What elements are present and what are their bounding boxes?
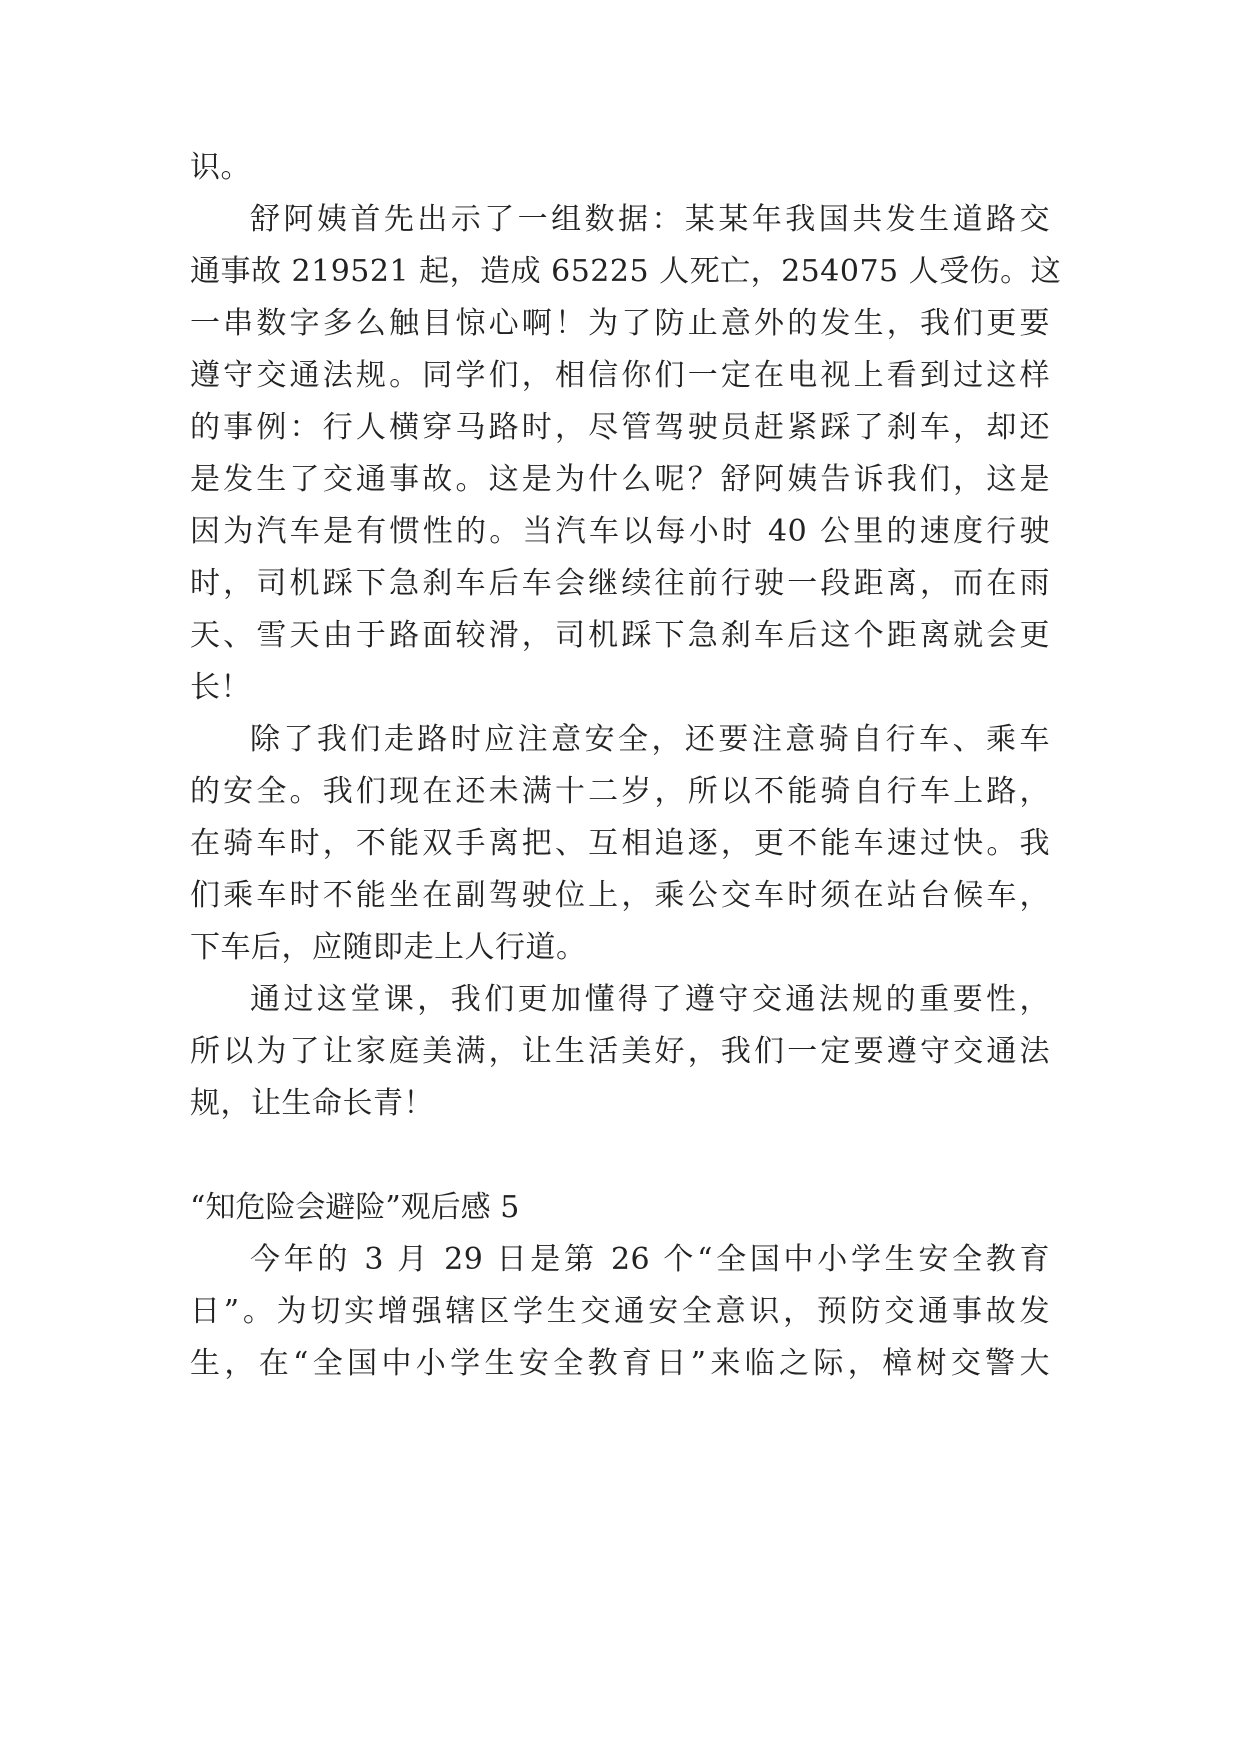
text-line: 们乘车时不能坐在副驾驶位上，乘公交车时须在站台候车， bbox=[190, 878, 1050, 913]
text-line: 通事故 219521 起，造成 65225 人死亡，254075 人受伤。这 bbox=[190, 254, 1062, 289]
text-line: 因为汽车是有惯性的。当汽车以每小时 40 公里的速度行驶 bbox=[190, 514, 1050, 549]
text-line: 的事例：行人横穿马路时，尽管驾驶员赶紧踩了刹车，却还 bbox=[190, 410, 1050, 445]
text-line: 时，司机踩下急刹车后车会继续往前行驶一段距离，而在雨 bbox=[190, 566, 1050, 601]
text-line: 遵守交通法规。同学们，相信你们一定在电视上看到过这样 bbox=[190, 358, 1050, 393]
text-line: 所以为了让家庭美满，让生活美好，我们一定要遵守交通法 bbox=[190, 1034, 1050, 1069]
text-line: 下车后，应随即走上人行道。 bbox=[190, 930, 587, 965]
text-line: 天、雪天由于路面较滑，司机踩下急刹车后这个距离就会更 bbox=[190, 618, 1050, 653]
paragraph-first-line: 通过这堂课，我们更加懂得了遵守交通法规的重要性， bbox=[250, 982, 1050, 1017]
text-line: 一串数字多么触目惊心啊！为了防止意外的发生，我们更要 bbox=[190, 306, 1050, 341]
paragraph-first-line: 今年的 3 月 29 日是第 26 个“全国中小学生安全教育 bbox=[250, 1242, 1050, 1277]
text-line: 日”。为切实增强辖区学生交通安全意识，预防交通事故发 bbox=[190, 1294, 1050, 1329]
text-line: 识。 bbox=[190, 150, 251, 185]
section-title: “知危险会避险”观后感 5 bbox=[190, 1190, 520, 1225]
paragraph-first-line: 除了我们走路时应注意安全，还要注意骑自行车、乘车 bbox=[250, 722, 1050, 757]
paragraph-first-line: 舒阿姨首先出示了一组数据：某某年我国共发生道路交 bbox=[250, 202, 1050, 237]
text-line: 生，在“全国中小学生安全教育日”来临之际，樟树交警大 bbox=[190, 1346, 1050, 1381]
text-line: 长！ bbox=[190, 670, 251, 705]
text-line: 在骑车时，不能双手离把、互相追逐，更不能车速过快。我 bbox=[190, 826, 1050, 861]
text-line: 规，让生命长青！ bbox=[190, 1086, 434, 1121]
text-line: 是发生了交通事故。这是为什么呢？舒阿姨告诉我们，这是 bbox=[190, 462, 1050, 497]
text-line: 的安全。我们现在还未满十二岁，所以不能骑自行车上路， bbox=[190, 774, 1050, 809]
